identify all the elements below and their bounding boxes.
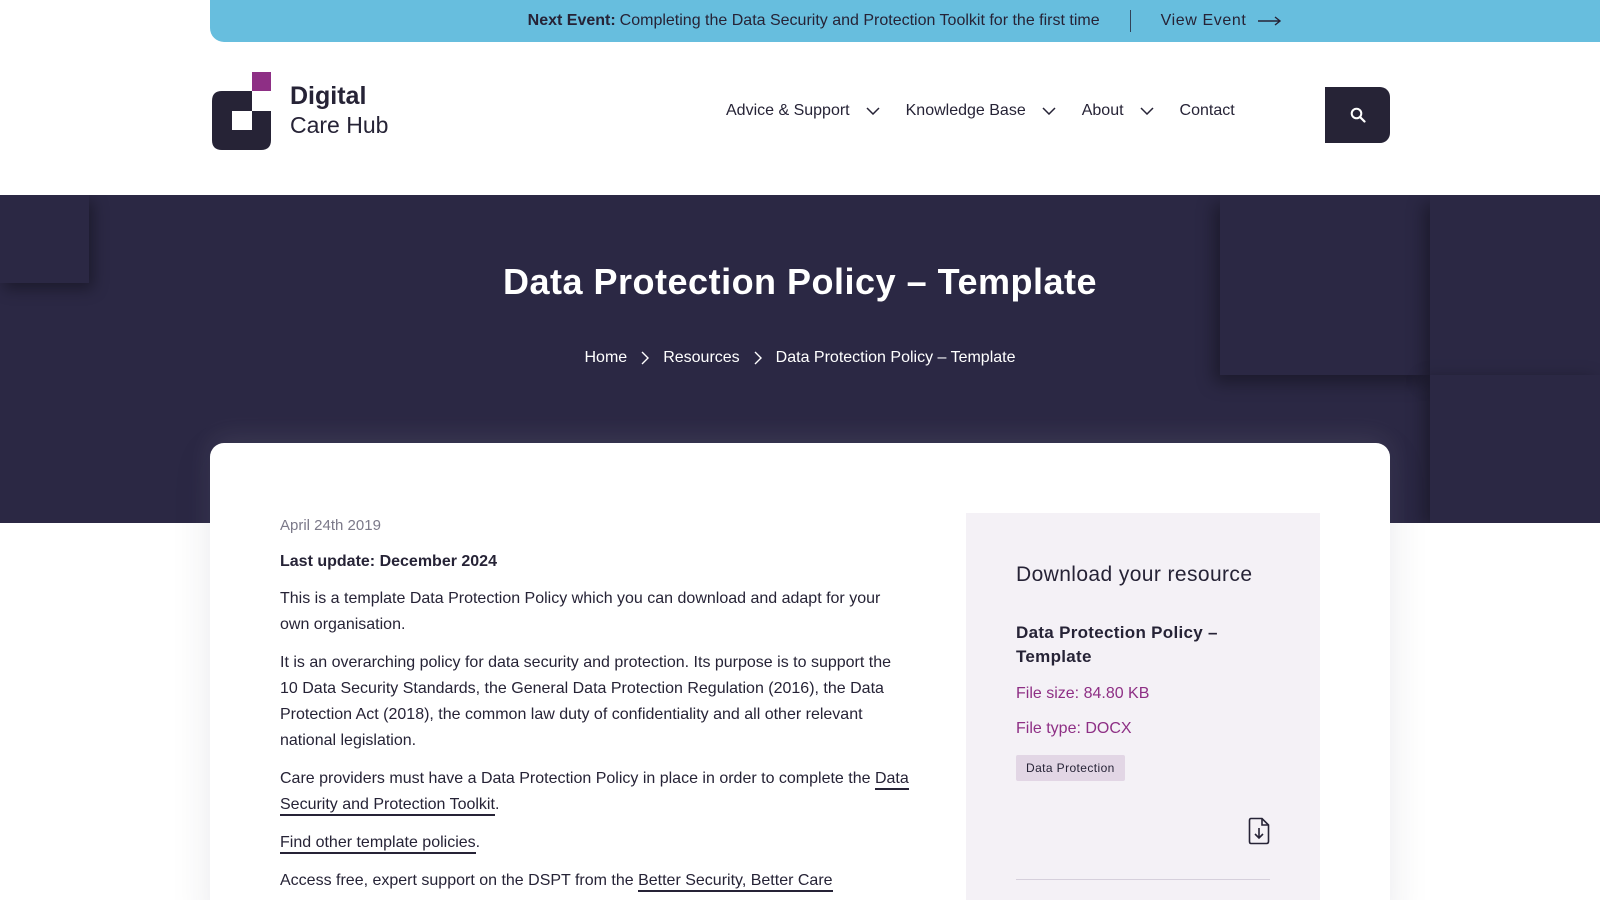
- logo-mark-icon: [212, 72, 272, 150]
- resource-name: Data Protection Policy – Template: [1016, 623, 1218, 666]
- panel-divider: [1016, 879, 1270, 880]
- arrow-right-icon: [1258, 16, 1282, 26]
- category-tag[interactable]: Data Protection: [1016, 755, 1125, 781]
- file-size: File size: 84.80 KB: [1016, 685, 1150, 702]
- nav-label: Advice & Support: [726, 102, 850, 119]
- breadcrumb-current: Data Protection Policy – Template: [775, 349, 1016, 366]
- page-title: Data Protection Policy – Template: [503, 261, 1097, 302]
- chevron-down-icon: [1140, 107, 1154, 115]
- chevron-down-icon: [1042, 107, 1056, 115]
- last-update: Last update: December 2024: [280, 553, 497, 570]
- paragraph-text: .: [475, 834, 481, 851]
- chevron-right-icon: [754, 351, 762, 365]
- content-card: [210, 443, 1390, 900]
- event-text: Completing the Data Security and Protection Toolkit for the first time: [619, 12, 1100, 29]
- nav-label: Contact: [1179, 102, 1235, 119]
- breadcrumb-home[interactable]: Home: [584, 349, 628, 366]
- article-body: [280, 513, 910, 900]
- logo[interactable]: [212, 72, 388, 150]
- search-button[interactable]: [1325, 87, 1390, 143]
- template-policies-link[interactable]: Find other template policies: [280, 834, 476, 854]
- paragraph-text: Access free, expert support on the DSPT from the: [280, 872, 639, 889]
- nav-knowledge-base[interactable]: [906, 102, 1056, 120]
- publish-date: April 24th 2019: [280, 517, 381, 534]
- site-header: [0, 42, 1600, 195]
- download-panel: [966, 513, 1320, 900]
- file-download-icon: [1248, 817, 1270, 845]
- breadcrumb-resources[interactable]: Resources: [663, 349, 740, 366]
- nav-label: About: [1081, 102, 1124, 119]
- paragraph: It is an overarching policy for data security and protection. Its purpose is to support the 10 Data Security Standards, the General Data Protection Regulation (2016), the Data Protection Act (2018), the common law duty of confidentiality and all other relevant national legislation.: [280, 654, 891, 749]
- nav-contact[interactable]: [1180, 102, 1235, 120]
- breadcrumb: [0, 349, 1600, 367]
- dspt-link[interactable]: Data Security and Protection Toolkit: [280, 770, 909, 816]
- view-event-label: View Event: [1160, 12, 1247, 29]
- chevron-down-icon: [866, 107, 880, 115]
- paragraph: [280, 868, 910, 894]
- paragraph-text: .: [494, 796, 500, 813]
- paragraph: [280, 830, 910, 856]
- download-title: Download your resource: [1016, 563, 1253, 586]
- event-banner: [210, 0, 1600, 42]
- nav-label: Knowledge Base: [905, 102, 1026, 119]
- banner-divider: [1130, 10, 1131, 32]
- logo-line1: Digital: [290, 82, 367, 110]
- search-icon: [1350, 107, 1366, 123]
- paragraph: This is a template Data Protection Policy which you can download and adapt for your own organisation.: [280, 590, 881, 633]
- decorative-square: [1430, 375, 1600, 523]
- chevron-right-icon: [641, 351, 649, 365]
- paragraph-text: Care providers must have a Data Protection Policy in place in order to complete the: [280, 770, 875, 787]
- event-label: Next Event:: [527, 12, 616, 29]
- download-button[interactable]: [1248, 817, 1270, 850]
- view-event-link[interactable]: [1161, 12, 1283, 30]
- paragraph: [280, 766, 910, 818]
- nav-about[interactable]: [1082, 102, 1154, 120]
- main-nav: [726, 102, 1261, 120]
- logo-line2: Care Hub: [290, 112, 389, 138]
- file-type: File type: DOCX: [1016, 720, 1132, 737]
- better-security-link[interactable]: Better Security, Better Care: [638, 872, 832, 892]
- nav-advice-support[interactable]: [726, 102, 880, 120]
